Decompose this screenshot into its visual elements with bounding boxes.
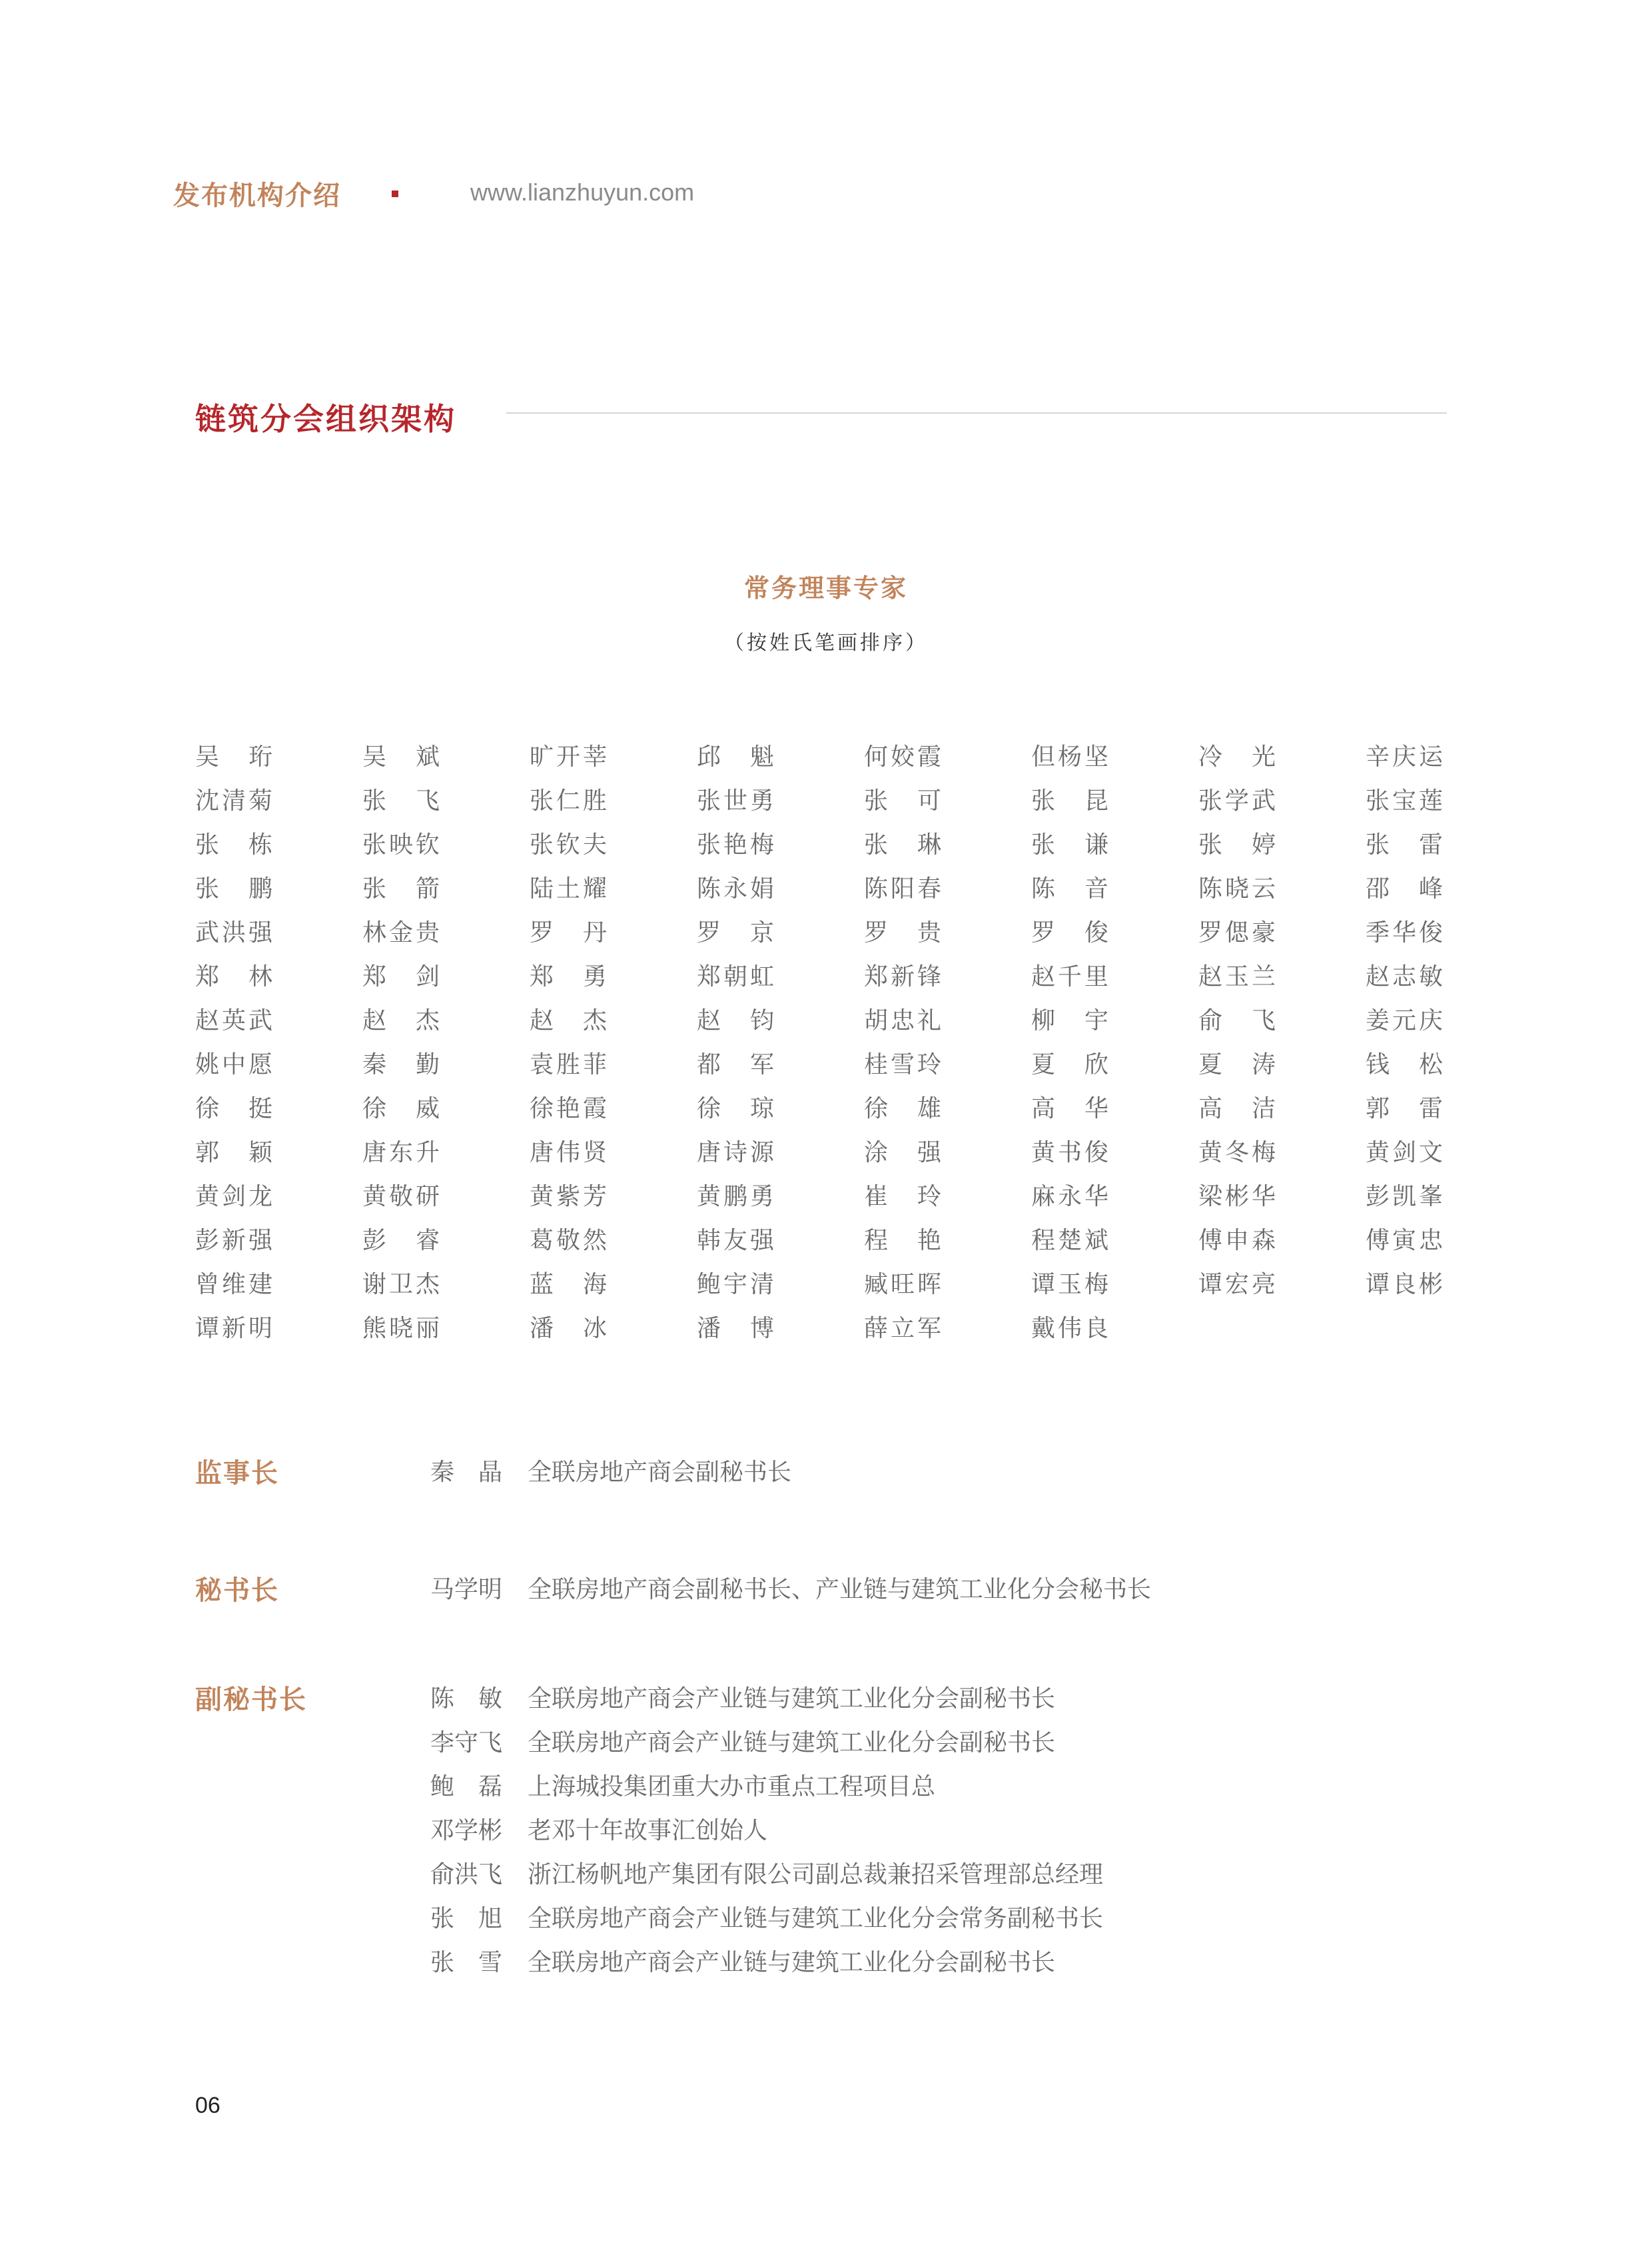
expert-name: 徐 挺 [195,1094,272,1122]
expert-name: 赵 志 敏 [1366,962,1443,990]
secretary-general-label: 秘书长 [195,1575,279,1606]
section-divider [506,412,1447,414]
member-name: 马 学 明 [430,1575,503,1603]
expert-name: 陆 土 耀 [530,875,607,903]
expert-name: 葛 敬 然 [530,1226,607,1254]
expert-name: 张 栋 [195,831,272,859]
member-name: 陈 敏 [430,1684,502,1712]
expert-name: 夏 涛 [1198,1050,1276,1078]
member-title: 全联房地产商会产业链与建筑工业化分会常务副秘书长 [528,1904,1104,1932]
expert-name: 张 琳 [864,831,941,859]
expert-name: 程 楚 斌 [1031,1226,1108,1254]
expert-name: 黄 冬 梅 [1198,1138,1276,1166]
expert-name: 柳 宇 [1031,1006,1108,1034]
expert-name: 潘 冰 [530,1314,607,1342]
supervisor-label: 监事长 [195,1458,279,1489]
member-title: 全联房地产商会副秘书长、产业链与建筑工业化分会秘书长 [528,1575,1152,1603]
expert-name: 高 华 [1031,1094,1108,1122]
expert-name: 张 宝 莲 [1366,787,1443,815]
member-name: 李 守 飞 [430,1728,503,1756]
expert-name: 邱 魁 [697,743,774,771]
expert-name: 高 洁 [1198,1094,1276,1122]
expert-name: 胡 忠 礼 [864,1006,941,1034]
member-title: 全联房地产商会产业链与建筑工业化分会副秘书长 [528,1728,1056,1756]
expert-name: 黄 剑 龙 [195,1182,272,1210]
expert-name: 臧 旺 晖 [864,1270,941,1298]
expert-name: 唐 伟 贤 [530,1138,607,1166]
expert-name: 谭 良 彬 [1366,1270,1443,1298]
expert-name: 赵 千 里 [1031,962,1108,990]
expert-name: 陈 永 娟 [697,875,774,903]
role-member-row [430,1806,767,1850]
expert-name: 郑 新 锋 [864,962,941,990]
expert-name: 张 可 [864,787,941,815]
expert-name: 戴 伟 良 [1031,1314,1108,1342]
expert-name: 徐 琼 [697,1094,774,1122]
expert-name: 谭 玉 梅 [1031,1270,1108,1298]
expert-name: 徐 雄 [864,1094,941,1122]
expert-name: 林 金 贵 [362,919,440,946]
role-member-row [430,1938,1055,1982]
expert-name: 郭 雷 [1366,1094,1443,1122]
expert-name: 罗 俊 [1031,919,1108,946]
member-title: 老邓十年故事汇创始人 [528,1816,768,1844]
role-member-row [430,1762,935,1806]
expert-name: 陈 音 [1031,875,1108,903]
role-member-row [430,1448,791,1492]
expert-name: 张 婷 [1198,831,1276,859]
page-number: 06 [195,2093,220,2118]
expert-name: 熊 晓 丽 [362,1314,440,1342]
expert-name: 郭 颖 [195,1138,272,1166]
expert-name: 郑 剑 [362,962,440,990]
expert-name: 袁 胜 菲 [530,1050,607,1078]
expert-name: 沈 清 菊 [195,787,272,815]
expert-name: 但 杨 坚 [1031,743,1108,771]
expert-name: 姜 元 庆 [1366,1006,1443,1034]
expert-name: 罗 偲 豪 [1198,919,1276,946]
expert-name: 黄 鹏 勇 [697,1182,774,1210]
expert-name: 张 箭 [362,875,440,903]
expert-name: 张 鹏 [195,875,272,903]
expert-name: 薛 立 军 [864,1314,941,1342]
expert-name: 张 映 钦 [362,831,440,859]
member-title: 上海城投集团重大办市重点工程项目总 [528,1772,936,1800]
expert-name: 张 谦 [1031,831,1108,859]
expert-name: 崔 玲 [864,1182,941,1210]
member-name: 张 雪 [430,1948,502,1976]
expert-name: 张 仁 胜 [530,787,607,815]
expert-name: 黄 敬 研 [362,1182,440,1210]
expert-name: 何 姣 霞 [864,743,941,771]
role-member-row [430,1850,1103,1894]
expert-name: 辛 庆 运 [1366,743,1443,771]
expert-name: 谭 宏 亮 [1198,1270,1276,1298]
experts-title: 常务理事专家 [743,573,908,603]
expert-name: 桂 雪 玲 [864,1050,941,1078]
expert-name: 邵 峰 [1366,875,1443,903]
expert-name: 涂 强 [864,1138,941,1166]
expert-name: 傅 寅 忠 [1366,1226,1443,1254]
expert-name: 彭 睿 [362,1226,440,1254]
expert-name: 吴 斌 [362,743,440,771]
member-name: 俞 洪 飞 [430,1860,503,1888]
member-name: 鲍 磊 [430,1772,502,1800]
expert-name: 张 飞 [362,787,440,815]
expert-name: 潘 博 [697,1314,774,1342]
expert-name: 黄 紫 芳 [530,1182,607,1210]
member-name: 秦 晶 [430,1458,502,1486]
expert-name: 张 昆 [1031,787,1108,815]
expert-name: 彭 新 强 [195,1226,272,1254]
expert-name: 陈 晓 云 [1198,875,1276,903]
expert-name: 张 雷 [1366,831,1443,859]
header-section-title: 发布机构介绍 [173,181,341,211]
member-title: 浙江杨帆地产集团有限公司副总裁兼招采管理部总经理 [528,1860,1104,1888]
expert-name: 夏 欣 [1031,1050,1108,1078]
expert-name: 彭 凯 峯 [1366,1182,1443,1210]
expert-name: 张 钦 夫 [530,831,607,859]
expert-name: 黄 书 俊 [1031,1138,1108,1166]
expert-name: 赵 杰 [362,1006,440,1034]
expert-name: 赵 杰 [530,1006,607,1034]
expert-name: 都 军 [697,1050,774,1078]
expert-name: 谢 卫 杰 [362,1270,440,1298]
expert-name: 张 学 武 [1198,787,1276,815]
expert-name: 徐 艳 霞 [530,1094,607,1122]
expert-name: 武 洪 强 [195,919,272,946]
experts-name-grid [195,733,1443,1348]
expert-name: 郑 朝 虹 [697,962,774,990]
experts-sort-note: （按姓氏笔画排序） [724,631,928,655]
expert-name: 姚 中 愿 [195,1050,272,1078]
expert-name: 旷 开 莘 [530,743,607,771]
expert-name: 唐 东 升 [362,1138,440,1166]
expert-name: 郑 林 [195,962,272,990]
member-title: 全联房地产商会产业链与建筑工业化分会副秘书长 [528,1948,1056,1976]
expert-name: 季 华 俊 [1366,919,1443,946]
deputy-secretaries-label: 副秘书长 [195,1684,307,1715]
expert-name: 冷 光 [1198,743,1276,771]
header-url: www.lianzhuyun.com [470,179,695,206]
expert-name: 罗 京 [697,919,774,946]
expert-name: 钱 松 [1366,1050,1443,1078]
member-title: 全联房地产商会产业链与建筑工业化分会副秘书长 [528,1684,1056,1712]
expert-name: 吴 珩 [195,743,272,771]
expert-name: 徐 威 [362,1094,440,1122]
member-name: 张 旭 [430,1904,502,1932]
expert-name: 张 世 勇 [697,787,774,815]
expert-name: 郑 勇 [530,962,607,990]
expert-name: 赵 钧 [697,1006,774,1034]
expert-name: 鲍 宇 清 [697,1270,774,1298]
expert-name: 谭 新 明 [195,1314,272,1342]
expert-name: 陈 阳 春 [864,875,941,903]
expert-name: 俞 飞 [1198,1006,1276,1034]
expert-name: 麻 永 华 [1031,1182,1108,1210]
expert-name: 张 艳 梅 [697,831,774,859]
header-separator-dot [392,190,398,197]
expert-name: 赵 英 武 [195,1006,272,1034]
expert-name: 梁 彬 华 [1198,1182,1276,1210]
expert-name: 程 艳 [864,1226,941,1254]
expert-name: 曾 维 建 [195,1270,272,1298]
expert-name: 罗 丹 [530,919,607,946]
expert-name: 罗 贵 [864,919,941,946]
expert-name: 赵 玉 兰 [1198,962,1276,990]
expert-name: 傅 申 森 [1198,1226,1276,1254]
org-structure-title: 链筑分会组织架构 [195,401,456,437]
member-title: 全联房地产商会副秘书长 [528,1458,792,1486]
expert-name: 唐 诗 源 [697,1138,774,1166]
member-name: 邓 学 彬 [430,1816,503,1844]
expert-name: 韩 友 强 [697,1226,774,1254]
role-member-row [430,1894,1103,1938]
expert-name: 蓝 海 [530,1270,607,1298]
expert-name: 黄 剑 文 [1366,1138,1443,1166]
role-member-row [430,1718,1055,1762]
role-member-row [430,1565,1151,1609]
role-member-row [430,1675,1055,1718]
expert-name: 秦 勤 [362,1050,440,1078]
